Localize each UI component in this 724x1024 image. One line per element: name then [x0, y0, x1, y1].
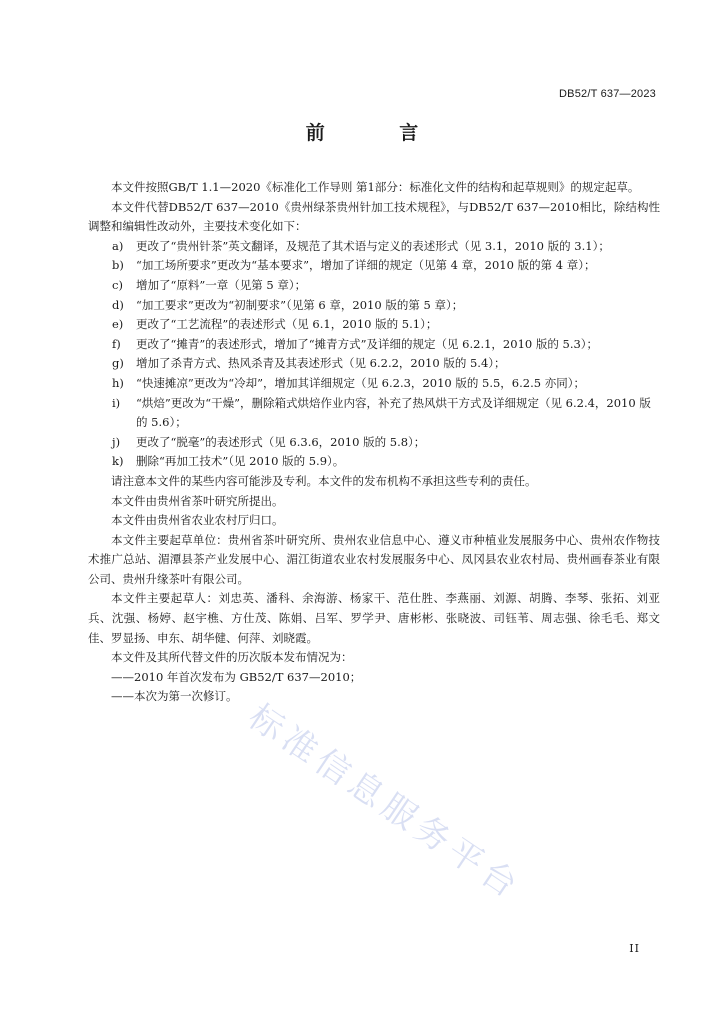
- list-marker: g): [112, 356, 124, 371]
- list-marker: k): [112, 454, 124, 469]
- list-item: [88, 237, 660, 257]
- list-item: [88, 433, 660, 453]
- patent-notice: 请注意本文件的某些内容可能涉及专利。本文件的发布机构不承担这些专利的责任。: [111, 473, 537, 488]
- list-item-text: “烘焙”更改为“干燥”，删除箱式烘焙作业内容，补充了热风烘干方式及详细规定（见 6.2.4，2010 版的 5.6）；: [136, 395, 651, 430]
- list-item-text: “快速摊凉”更改为“冷却”，增加其详细规定（见 6.2.3，2010 版的 5.5，6.2.5 亦同）；: [136, 375, 585, 390]
- list-item: [88, 315, 660, 335]
- list-marker: i): [112, 395, 121, 410]
- list-item-text: 删除“再加工技术”（见 2010 版的 5.9）。: [136, 454, 345, 469]
- intro-paragraph-1: 本文件按照GB/T 1.1—2020《标准化工作导则 第1部分：标准化文件的结构和起草规则》的规定起草。: [111, 180, 640, 194]
- list-item-text: 更改了“摊青”的表述形式，增加了“摊青方式”及详细的规定（见 6.2.1，2010 版的 5.3）；: [136, 336, 599, 351]
- list-item-text: 更改了“贵州针茶”英文翻译，及规范了其术语与定义的表述形式（见 3.1，2010 版的 3.1）；: [136, 238, 610, 253]
- list-item-text: “加工场所要求”更改为“基本要求”，增加了详细的规定（见第 4 章，2010 版的第 4 章）；: [136, 258, 596, 273]
- list-marker: h): [112, 375, 124, 390]
- proposer-paragraph: 本文件由贵州省茶叶研究所提出。: [111, 493, 284, 508]
- list-marker: j): [112, 434, 121, 449]
- list-item: [88, 374, 660, 394]
- list-item: [88, 354, 660, 374]
- list-marker: c): [112, 277, 123, 292]
- list-item: [88, 256, 660, 276]
- list-item: [88, 394, 660, 433]
- list-marker: a): [112, 238, 124, 253]
- list-marker: b): [112, 258, 124, 273]
- list-marker: d): [112, 297, 124, 312]
- list-item-text: 更改了“工艺流程”的表述形式（见 6.1，2010 版的 5.1）；: [136, 317, 438, 332]
- list-item-text: “加工要求”更改为“初制要求”（见第 6 章，2010 版的第 5 章）；: [136, 297, 464, 312]
- list-marker: f): [112, 336, 121, 351]
- history-item: ——本次为第一次修订。: [111, 689, 238, 704]
- foreword-body: [88, 178, 660, 707]
- changes-list: [88, 237, 660, 472]
- drafting-units-paragraph: 本文件主要起草单位：贵州省茶叶研究所、贵州农业信息中心、遵义市种植业发展服务中心、贵州农作物技术推广总站、湄潭县茶产业发展中心、湄江街道农业农村发展服务中心、凤冈县农业农村局、贵州画春茶业有限公司、贵州升缘茶叶有限公司。: [88, 532, 660, 586]
- watermark: 标准信息服务平台: [241, 696, 529, 909]
- history-item: ——2010 年首次发布为 GB52/T 637—2010；: [111, 669, 362, 684]
- page-number: II: [629, 942, 640, 955]
- list-item-text: 更改了“脱毫”的表述形式（见 6.3.6，2010 版的 5.8）；: [136, 434, 426, 449]
- list-marker: e): [112, 317, 124, 332]
- history-intro-paragraph: 本文件及其所代替文件的历次版本发布情况为：: [111, 650, 353, 665]
- list-item: [88, 276, 660, 296]
- intro-paragraph-2: 本文件代替DB52/T 637—2010《贵州绿茶贵州针加工技术规程》，与DB52/T 637—2010相比，除结构性调整和编辑性改动外，主要技术变化如下：: [88, 199, 660, 234]
- document-code: DB52/T 637—2023: [559, 88, 656, 100]
- list-item-text: 增加了“原料”一章（见第 5 章）；: [136, 277, 307, 292]
- list-item: [88, 296, 660, 316]
- drafters-paragraph: 本文件主要起草人：刘忠英、潘科、余海游、杨家干、范仕胜、李燕丽、刘源、胡腾、李琴、张拓、刘亚兵、沈强、杨婷、赵宇樵、方仕茂、陈娟、吕军、罗学尹、唐彬彬、张晓波、司钰苇、周志强、徐毛毛、郑文佳、罗显扬、申东、胡华健、何萍、刘晓霞。: [88, 591, 660, 645]
- list-item: [88, 335, 660, 355]
- list-item-text: 增加了杀青方式、热风杀青及其表述形式（见 6.2.2，2010 版的 5.4）；: [136, 356, 506, 371]
- list-item: [88, 452, 660, 472]
- page-title: 前 言: [305, 122, 453, 144]
- administrator-paragraph: 本文件由贵州省农业农村厅归口。: [111, 513, 284, 528]
